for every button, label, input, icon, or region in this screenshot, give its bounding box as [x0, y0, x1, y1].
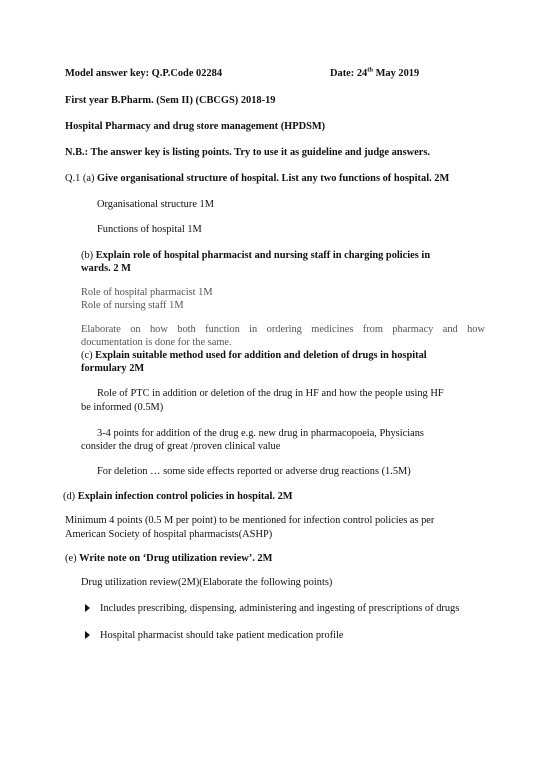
q1c-paragraph-3: For deletion … some side effects reported or adverse drug reactions (1.5M)	[97, 466, 411, 477]
q1a-question	[65, 172, 449, 185]
q1a-answer-1: Organisational structure 1M	[97, 199, 214, 210]
q1c-prefix: (c)	[81, 350, 96, 361]
q1d-answer-line1: Minimum 4 points (0.5 M per point) to be mentioned for infection control policies as per	[65, 515, 435, 526]
exam-date	[330, 67, 419, 80]
q1b-question-line2: wards. 2 M	[81, 263, 131, 274]
course-heading: First year B.Pharm. (Sem II) (CBCGS) 2018-19	[65, 95, 276, 106]
q1e-bullet-2: Hospital pharmacist should take patient medication profile	[100, 630, 344, 641]
bullet-arrow-icon	[85, 631, 90, 639]
q1e-question	[65, 552, 272, 565]
q1d-prefix: (d)	[63, 491, 78, 502]
q1b-text-line1: Explain role of hospital pharmacist and nursing staff in charging policies in	[95, 250, 431, 261]
q1b-prefix: (b)	[81, 250, 96, 261]
q1c-question-line1	[81, 349, 427, 362]
q1e-prefix: (e)	[65, 553, 80, 564]
q1c-paragraph-1-line2: be informed (0.5M)	[81, 402, 164, 413]
bullet-arrow-icon	[85, 604, 90, 612]
answer-key-title: Model answer key: Q.P.Code 02284	[65, 68, 223, 79]
q1a-text: Give organisational structure of hospital. List any two functions of hospital. 2M	[97, 173, 450, 184]
q1d-answer-line2: American Society of hospital pharmacists(ASHP)	[65, 529, 273, 540]
q1a-answer-2: Functions of hospital 1M	[97, 224, 202, 235]
q1c-paragraph-1-line1: Role of PTC in addition or deletion of the drug in HF and how the people using HF	[97, 388, 444, 399]
q1e-text: Write note on ‘Drug utilization review’. 2M	[79, 553, 273, 564]
date-suffix: May 2019	[373, 68, 420, 79]
q1c-paragraph-2-line2: consider the drug of great /proven clinical value	[81, 441, 281, 452]
date-superscript: th	[367, 66, 374, 74]
subject-heading: Hospital Pharmacy and drug store management (HPDSM)	[65, 121, 326, 132]
q1c-text-line1: Explain suitable method used for addition and deletion of drugs in hospital	[95, 350, 427, 361]
q1e-bullet-1: Includes prescribing, dispensing, administering and ingesting of prescriptions of drugs	[100, 603, 460, 614]
q1d-text: Explain infection control policies in hospital. 2M	[77, 491, 293, 502]
q1b-answer-2: Role of nursing staff 1M	[81, 300, 184, 311]
date-prefix: Date: 24	[330, 68, 368, 79]
q1b-answer-1: Role of hospital pharmacist 1M	[81, 287, 213, 298]
nb-note: N.B.: The answer key is listing points. Try to use it as guideline and judge answers.	[65, 147, 430, 158]
q1c-paragraph-2-line1: 3-4 points for addition of the drug e.g. new drug in pharmacopoeia, Physicians	[97, 428, 424, 439]
q1b-question-line1	[81, 249, 430, 262]
q1c-question-line2: formulary 2M	[81, 363, 145, 374]
q1b-elaborate-line2: documentation is done for the same.	[81, 337, 232, 348]
q1a-prefix: Q.1 (a)	[65, 173, 98, 184]
q1d-question	[63, 490, 293, 503]
q1b-elaborate-line1: Elaborate on how both function in ordering medicines from pharmacy and how	[81, 324, 485, 335]
q1e-intro: Drug utilization review(2M)(Elaborate the following points)	[81, 577, 333, 588]
